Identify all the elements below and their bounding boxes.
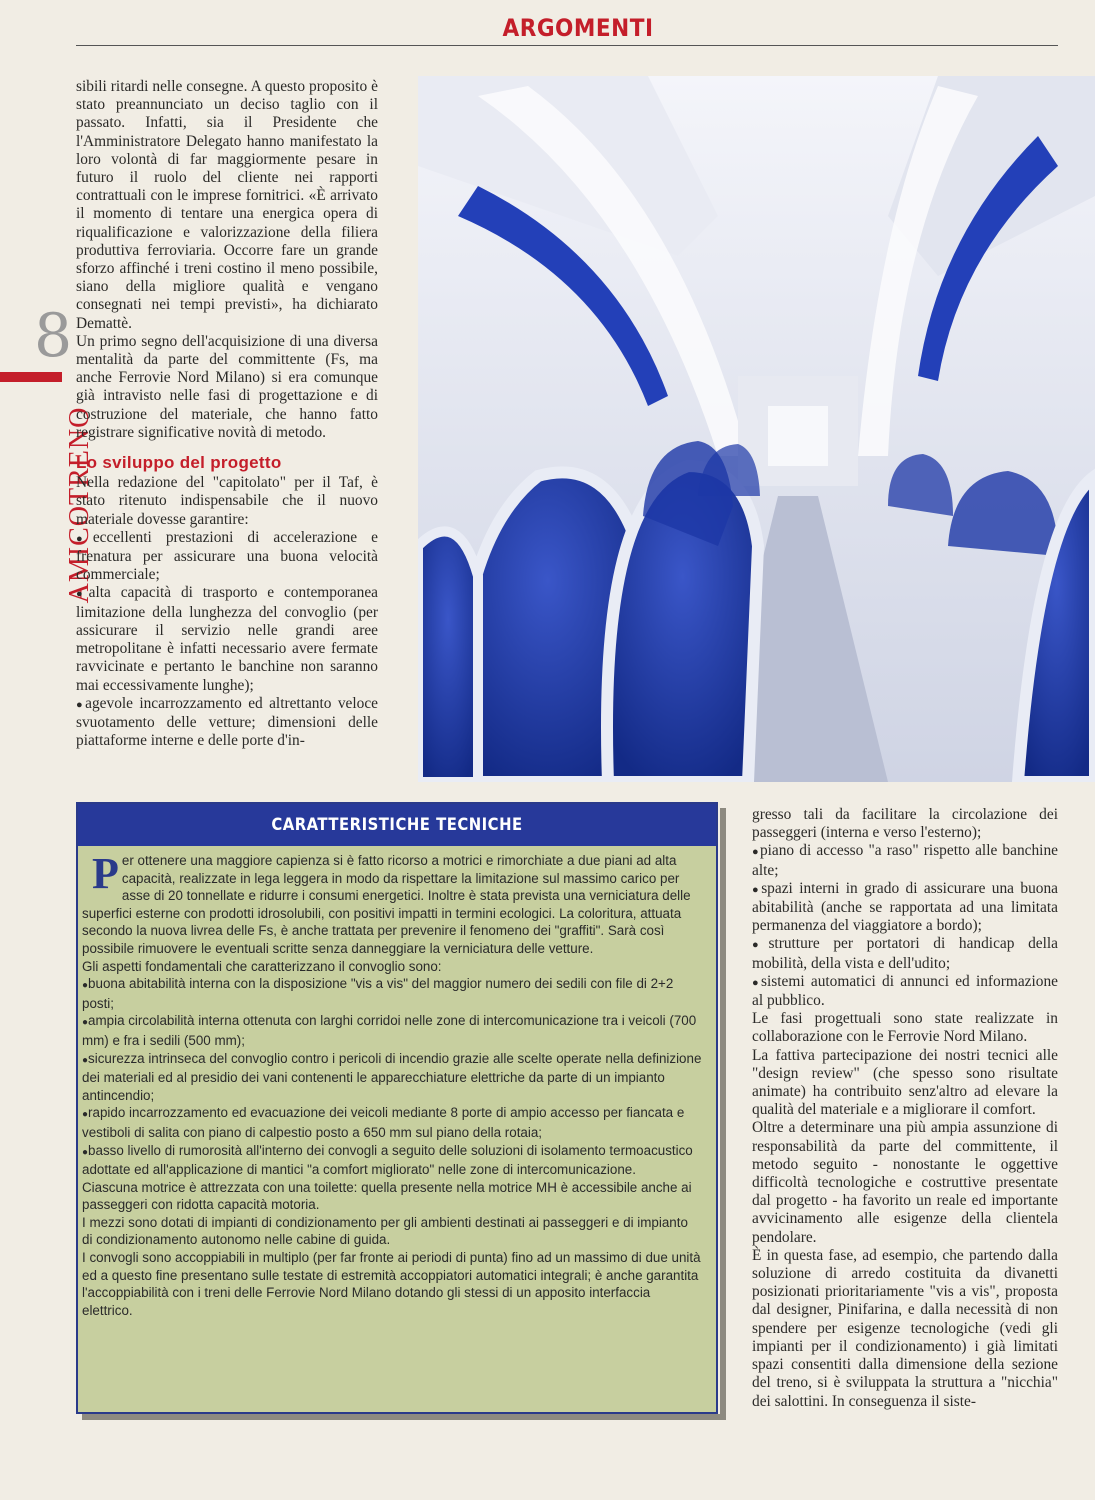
bullet-item: ● eccellenti prestazioni di accelerazione e frenatura per assicurare una buona velocità commerciale; <box>76 529 378 585</box>
paragraph: Gli aspetti fondamentali che caratterizzano il convoglio sono: <box>82 958 442 974</box>
bullet-item: ● buona abitabilità interna con la disposizione "vis a vis" del maggior numero dei sedili con file di 2+2 posti; <box>82 975 702 1012</box>
technical-specs-box <box>76 802 718 1414</box>
drop-cap: P <box>92 849 119 898</box>
paragraph: La fattiva partecipazione dei nostri tecnici alle "design review" (che spesso sono risultate animate) ha contribuito senz'altro ad elevare la qualità del materiale e a migliorare il comfort. <box>752 1046 1058 1119</box>
train-interior-illustration <box>418 76 1095 782</box>
bullet-item: ● basso livello di rumorosità all'interno dei convogli a seguito delle soluzioni di isolamento termoacustico adottate ed all'applicazione di mantici "a comfort migliorato" nelle zone di intercomunicazione. <box>82 1142 702 1179</box>
magazine-name: AMICOTRENO <box>64 406 95 604</box>
paragraph: Le fasi progettuali sono state realizzate in collaborazione con le Ferrovie Nord Milano. <box>752 1010 1058 1046</box>
bullet-item: ● sicurezza intrinseca del convoglio contro i pericoli di incendio grazie alle scelte operate nella definizione dei materiali ed al presidio dei vani contenenti le apparecchiature elettriche da parte di un impianto antincendio; <box>82 1050 702 1105</box>
bullet-item: ● ampia circolabilità interna ottenuta con larghi corridoi nelle zone di intercomunicazione tra i veicoli (700 mm) e fra i sedili (500 mm); <box>82 1012 702 1049</box>
paragraph: gresso tali da facilitare la circolazione dei passeggeri (interna e verso l'esterno); <box>752 806 1058 842</box>
paragraph: Ciascuna motrice è attrezzata con una toilette: quella presente nella motrice MH è accessibile anche ai passeggeri con ridotta capacità motoria. <box>82 1179 692 1213</box>
bullet-item: ● alta capacità di trasporto e contemporanea limitazione della lunghezza del convoglio (per assicurare il servizio nelle grandi aree metropolitane è infatti necessario avere fermate ravvicinate e pertanto le banchine non saranno mai eccessivamente lunghe); <box>76 584 378 694</box>
paragraph: I mezzi sono dotati di impianti di condizionamento per gli ambienti destinati ai passeggeri e di impianto di condizionamento autonomo nelle cabine di guida. <box>82 1214 688 1248</box>
paragraph: er ottenere una maggiore capienza si è fatto ricorso a motrici e rimorchiate a due piani ad alta capacità, realizzate in lega leggera in modo da rispettare la limitazione sul massimo carico per asse di 20 tonnellate e ridurre i consumi energetici. Inoltre è stata prevista una verniciatura delle superfici esterne con prodotti idrosolubili, con positivi impatti in termini ecologici. La coloritura, attuata secondo la nuova livrea delle Fs, è anche trattata per prevenire il fenomeno dei "graffiti". Sarà così possibile rimuovere le eventuali scritte senza danneggiare la verniciatura delle vetture. <box>82 853 691 956</box>
box-shadow-bottom <box>82 1414 726 1420</box>
box-title: CARATTERISTICHE TECNICHE <box>78 804 716 846</box>
bullet-item: ● piano di accesso "a raso" rispetto alle banchine alte; <box>752 842 1058 879</box>
bullet-item: ● strutture per portatori di handicap della mobilità, della vista e dell'udito; <box>752 935 1058 972</box>
side-accent-bar <box>0 372 62 382</box>
paragraph: I convogli sono accoppiabili in multiplo (per far fronte ai periodi di punta) fino ad un massimo di due unità ed a questo fine presentano sulle testate di estremità accoppiatori automatici integrali; è anche garantita l'accoppiabilità con i treni delle Ferrovie Nord Milano dotando gli stessi di un apposito interfaccia elettrico. <box>82 1250 701 1318</box>
bullet-item: ● sistemi automatici di annunci ed informazione al pubblico. <box>752 973 1058 1010</box>
bullet-item: ● rapido incarrozzamento ed evacuazione dei veicoli mediante 8 porte di ampio accesso per fiancata e vestiboli di salita con piano di calpestio posto a 650 mm sul piano della rotaia; <box>82 1104 702 1141</box>
train-interior-photo <box>418 76 1095 782</box>
paragraph: Nella redazione del "capitolato" per il Taf, è stato ritenuto indispensabile che il nuovo materiale dovesse garantire: <box>76 474 378 528</box>
header-rule <box>76 45 1058 46</box>
box-intro <box>82 849 702 958</box>
section-title: ARGOMENTI <box>502 14 654 42</box>
paragraph: sibili ritardi nelle consegne. A questo proposito è stato preannunciato un deciso taglio con il passato. Infatti, sia il Presidente che l'Amministratore Delegato hanno manifestato la loro volontà di far maggiormente pesare in futuro il ruolo del cliente nei rapporti contrattuali con le imprese fornitrici. «È arrivato il momento di tentare una energica opera di riqualificazione e valorizzazione della filiera produttiva ferroviaria. Occorre fare un grande sforzo affinché i treni costino il meno possibile, siano della migliore qualità e vengano consegnati nei tempi previsti», ha dichiarato Demattè. <box>76 78 378 332</box>
box-body <box>82 849 702 1319</box>
subheading: Lo sviluppo del progetto <box>76 453 282 473</box>
left-column <box>76 78 378 750</box>
box-shadow-right <box>720 808 726 1420</box>
paragraph: Un primo segno dell'acquisizione di una diversa mentalità da parte del committente (Fs, ma anche Ferrovie Nord Milano) si era comunque già intravisto nelle fasi di progettazione e di costruzione del materiale, che hanno fatto registrare significative novità di metodo. <box>76 332 378 441</box>
paragraph: È in questa fase, ad esempio, che partendo dalla soluzione di arredo costituita da divanetti posizionati prioritariamente "vis a vis", proposta dal designer, Pinifarina, e dalla necessità di non spendere per esigenze tecnologiche (vedi gli impianti per il condizionamento) i già limitati spazi consentiti dalla dimensione della sezione del treno, si è sviluppata la struttura a "nicchia" dei salottini. In conseguenza il siste- <box>752 1246 1058 1410</box>
bullet-item: ● spazi interni in grado di assicurare una buona abitabilità (anche se rapportata ad una limitata permanenza del viaggiatore a bordo); <box>752 880 1058 936</box>
right-column <box>752 806 1058 1411</box>
page-number: 8 <box>34 301 73 371</box>
paragraph: Oltre a determinare una più ampia assunzione di responsabilità da parte del committente, il metodo seguito - nonostante le oggettive difficoltà tecnologiche e costruttive presentate dal progetto - ha favorito un reale ed importante avvicinamento alle esigenze della clientela pendolare. <box>752 1119 1058 1246</box>
bullet-item: ● agevole incarrozzamento ed altrettanto veloce svuotamento delle vetture; dimensioni delle piattaforme interne e delle porte d'in- <box>76 695 378 751</box>
